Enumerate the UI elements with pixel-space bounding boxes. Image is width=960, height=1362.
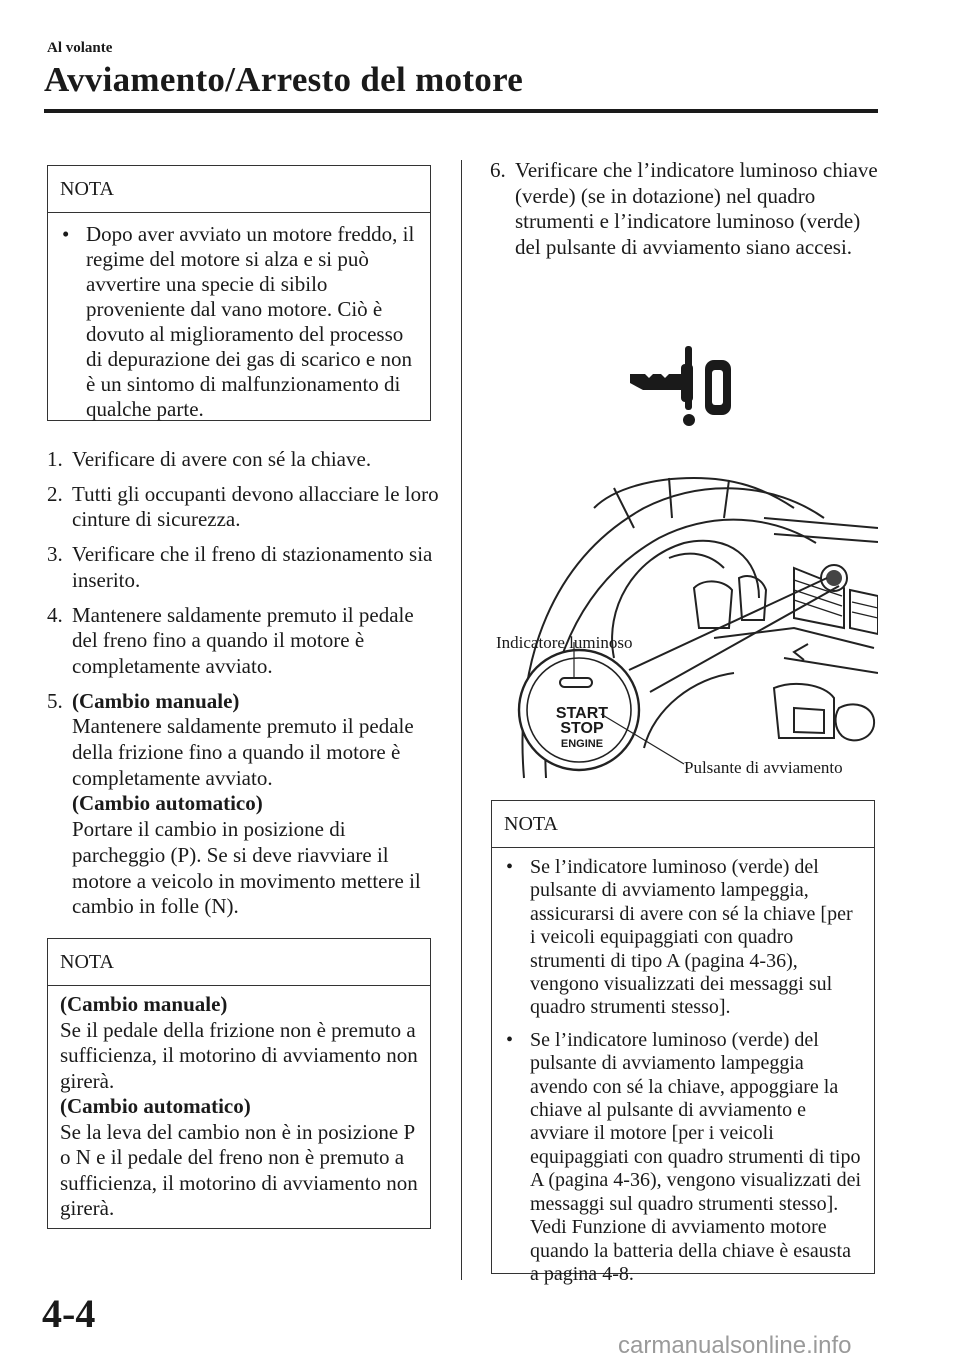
step-item bbox=[47, 603, 439, 680]
bullet-dot-icon: • bbox=[506, 1028, 514, 1051]
page-title: Avviamento/Arresto del motore bbox=[44, 60, 524, 99]
step-item bbox=[47, 542, 439, 593]
button-text-stop: STOP bbox=[560, 720, 604, 737]
label-start-button: Pulsante di avviamento bbox=[684, 758, 843, 777]
step-number: 6. bbox=[490, 158, 506, 182]
step-subheading: (Cambio automatico) bbox=[72, 791, 263, 816]
step-text: Verificare di avere con sé la chiave. bbox=[72, 447, 372, 471]
note-bullet-text: Dopo aver avviato un motore freddo, il regime del motore si alza e si può avvertire una specie di sibilo proveniente dal vano motore. Ciò è dovuto al miglioramento del processo di depurazione dei gas di scarico e non è un sintomo di malfunzionamento di qualche parte. bbox=[86, 222, 415, 421]
bullet-dot-icon: • bbox=[62, 222, 70, 246]
note-heading: NOTA bbox=[48, 939, 430, 986]
note-bullet bbox=[504, 1029, 862, 1286]
note-box-1 bbox=[47, 165, 431, 421]
step-subheading: (Cambio manuale) bbox=[72, 688, 240, 713]
note-box-3 bbox=[491, 800, 875, 1285]
note-bullet-text: Se l’indicatore luminoso (verde) del pulsante di avviamento lampeggia avendo con sé la chiave, appoggiare la chiave al pulsante di avviamento e avviare il motore [per i veicoli equipaggiati con quadro strumenti di tipo A (pagina 4-36), vengono visualizzati dei messaggi sul quadro strumenti stesso]. Vedi Funzione di avviamento motore quando la batteria della chiave è esausta a pagina 4-8. bbox=[530, 1028, 862, 1285]
step-item-6 bbox=[490, 158, 880, 270]
step-number: 3. bbox=[47, 542, 63, 567]
step-item bbox=[490, 158, 880, 261]
note-body bbox=[492, 848, 874, 1294]
step-item bbox=[47, 689, 439, 920]
step-text: Mantenere saldamente premuto il pedale della frizione fino a quando il motore è completamente avviato. bbox=[72, 714, 414, 790]
note-bullet-text: Se l’indicatore luminoso (verde) del pulsante di avviamento lampeggia, assicurarsi di avere con sé la chiave [per i veicoli equipaggiati con quadro strumenti di tipo A (pagina 4-36), vengono visualizzati dei messaggi sul quadro strumenti stesso]. bbox=[530, 856, 853, 1019]
note-bullet bbox=[60, 222, 418, 422]
note-subheading: (Cambio manuale) bbox=[60, 992, 228, 1016]
step-text: Portare il cambio in posizione di parcheggio (P). Se si deve riavviare il motore a veicolo in movimento mettere il cambio in folle (N). bbox=[72, 817, 421, 919]
note-heading: NOTA bbox=[492, 801, 874, 848]
note-bullet bbox=[504, 856, 862, 1020]
step-number: 5. bbox=[47, 688, 63, 713]
bullet-dot-icon: • bbox=[506, 856, 514, 878]
watermark: carmanualsonline.info bbox=[618, 1332, 852, 1359]
step-item bbox=[47, 482, 439, 533]
steps-list bbox=[47, 447, 439, 929]
step-number: 2. bbox=[47, 481, 63, 506]
note-box-2 bbox=[47, 938, 431, 1229]
note-text: Se il pedale della frizione non è premuto a sufficienza, il motorino di avviamento non girerà. bbox=[60, 1017, 418, 1093]
note-text: Se la leva del cambio non è in posizione P o N e il pedale del freno non è premuto a sufficienza, il motorino di avviamento non girerà. bbox=[60, 1119, 418, 1220]
step-number: 1. bbox=[47, 447, 63, 471]
column-divider bbox=[461, 160, 462, 1280]
label-indicator: Indicatore luminoso bbox=[496, 633, 633, 652]
button-text-engine: ENGINE bbox=[560, 738, 604, 750]
page-number: 4-4 bbox=[42, 1291, 96, 1336]
step-item bbox=[47, 447, 439, 473]
section-label: Al volante bbox=[47, 40, 113, 56]
dashboard-illustration bbox=[494, 328, 878, 780]
button-text-start: START bbox=[555, 705, 609, 722]
step-text: Tutti gli occupanti devono allacciare le loro cinture di sicurezza. bbox=[72, 481, 439, 532]
note-heading: NOTA bbox=[48, 166, 430, 213]
step-text: Verificare che l’indicatore luminoso chiave (verde) (se in dotazione) nel quadro strumenti e l’indicatore luminoso (verde) del pulsante di avviamento siano accesi. bbox=[515, 158, 878, 260]
step-text: Verificare che il freno di stazionamento sia inserito. bbox=[72, 542, 433, 592]
header-rule bbox=[44, 109, 878, 113]
step-text: Mantenere saldamente premuto il pedale del freno fino a quando il motore è completamente avviato. bbox=[72, 602, 414, 678]
step-number: 4. bbox=[47, 602, 63, 627]
note-body bbox=[48, 986, 430, 1230]
note-body bbox=[48, 213, 430, 430]
note-subheading: (Cambio automatico) bbox=[60, 1094, 251, 1118]
